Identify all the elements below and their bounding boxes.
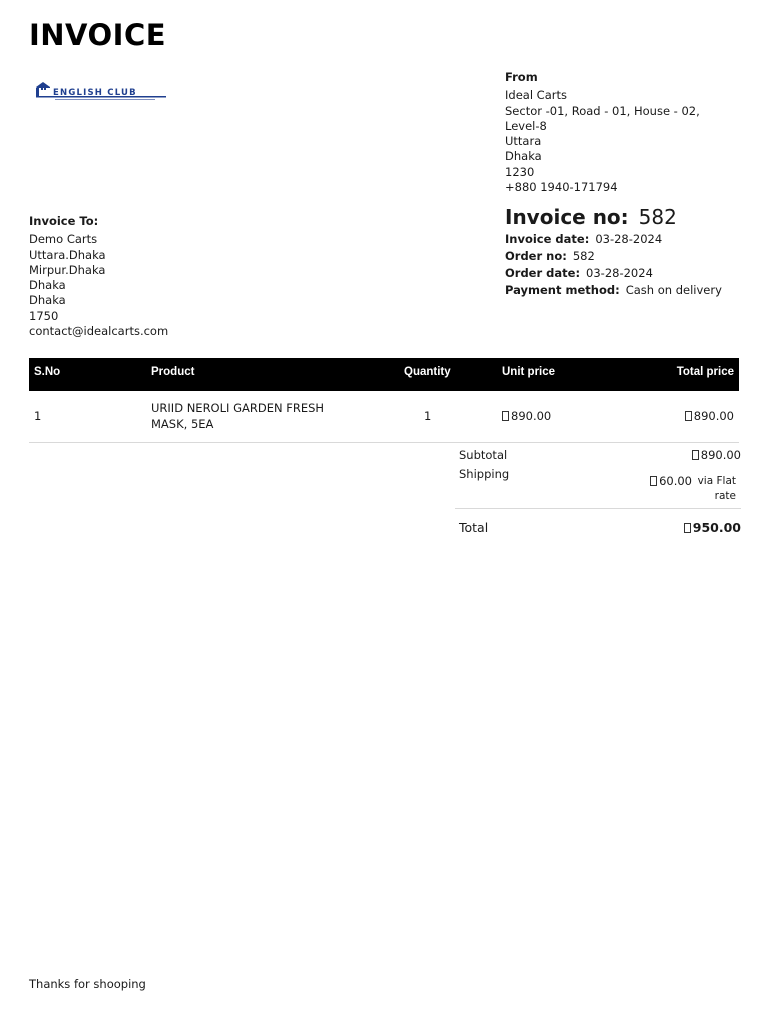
table-header [29, 358, 739, 391]
invoice-number [505, 205, 755, 229]
subtotal-label: Subtotal [459, 448, 508, 462]
subtotal-value: 890.00 [692, 448, 741, 462]
subtotal-row [455, 444, 741, 469]
header-unit-price: Unit price [502, 366, 556, 378]
header-sno: S.No [34, 366, 61, 378]
svg-text:ENGLISH CLUB: ENGLISH CLUB [53, 88, 137, 98]
currency-icon [692, 450, 699, 460]
bill-to-line: Dhaka [29, 293, 66, 308]
bill-to-address [29, 214, 329, 339]
header-quantity: Quantity [404, 366, 451, 378]
bill-to-line: 1750 [29, 308, 59, 323]
row-total-price: 890.00 [685, 409, 734, 423]
invoice-date-label: Invoice date: [505, 232, 590, 246]
row-product-line: URIID NEROLI GARDEN FRESH [151, 401, 325, 415]
invoice-date-value: 03-28-2024 [595, 232, 663, 246]
currency-icon [650, 476, 657, 486]
currency-icon [684, 523, 691, 533]
bill-to-line: Dhaka [29, 278, 66, 293]
from-address [505, 70, 745, 195]
shipping-method-note: via Flat rate [697, 475, 736, 502]
row-quantity: 1 [424, 409, 432, 423]
order-number-label: Order no: [505, 249, 567, 263]
bill-to-email: contact@idealcarts.com [29, 324, 169, 339]
invoice-date [505, 231, 755, 248]
from-line: 1230 [505, 164, 535, 179]
row-product [151, 401, 324, 432]
order-number-value: 582 [572, 249, 595, 263]
currency-icon [502, 411, 509, 421]
total-value: 950.00 [684, 520, 741, 535]
row-unit-price: 890.00 [502, 409, 551, 423]
shipping-value [650, 474, 741, 504]
company-logo [33, 80, 169, 104]
shipping-row [455, 469, 741, 509]
from-line: +880 1940-171794 [505, 180, 618, 195]
shipping-label: Shipping [459, 467, 510, 481]
order-number [505, 248, 755, 265]
from-label: From [505, 70, 538, 84]
bill-to-label: Invoice To: [29, 214, 99, 228]
header-total-price: Total price [676, 366, 734, 378]
order-date-label: Order date: [505, 266, 581, 280]
items-table [29, 358, 739, 443]
currency-icon [685, 411, 692, 421]
order-date-value: 03-28-2024 [586, 266, 653, 280]
payment-method [505, 282, 755, 299]
footer-note: Thanks for shooping [29, 977, 146, 991]
from-line: Uttara [505, 134, 542, 149]
payment-method-value: Cash on delivery [625, 283, 722, 297]
shipping-amount: 60.00 [650, 474, 692, 488]
from-line: Sector -01, Road - 01, House - 02, [505, 103, 700, 118]
totals-block [455, 444, 741, 545]
bill-to-line: Uttara.Dhaka [29, 247, 106, 262]
total-row [455, 509, 741, 545]
invoice-number-value: 582 [638, 205, 677, 229]
from-line: Ideal Carts [505, 88, 567, 103]
from-line: Dhaka [505, 149, 542, 164]
total-label: Total [459, 520, 489, 535]
invoice-title: INVOICE [29, 18, 167, 52]
invoice-number-label: Invoice no: [505, 205, 629, 229]
row-product-line: MASK, 5EA [151, 416, 214, 431]
from-line: Level-8 [505, 118, 547, 133]
invoice-meta [505, 205, 755, 299]
bill-to-line: Demo Carts [29, 232, 98, 247]
row-sno: 1 [34, 409, 42, 423]
table-row [29, 391, 739, 443]
header-product: Product [151, 366, 195, 378]
payment-method-label: Payment method: [505, 283, 620, 297]
order-date [505, 265, 755, 282]
bill-to-line: Mirpur.Dhaka [29, 262, 106, 277]
